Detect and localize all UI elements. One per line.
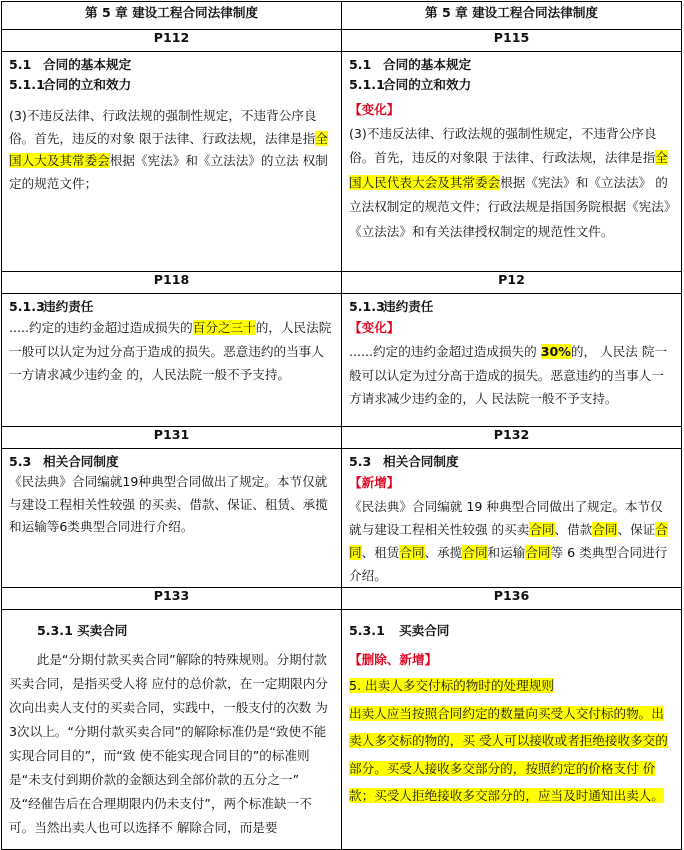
content-right (342, 449, 682, 588)
change-tag: 【新增】 (349, 475, 400, 490)
page-left: P133 (2, 588, 342, 610)
comparison-table (1, 1, 682, 850)
content-row (2, 294, 682, 427)
paragraph: 《民法典》合同编就 19 种典型合同做出了规定。本节仅就与建设工程相关性较强 的买卖合同、借款合同、保证合同、租赁合同、承揽合同和运输合同等 6 类典型合同进行介绍。 (349, 499, 668, 583)
page-right: P136 (342, 588, 682, 610)
header-row (2, 2, 682, 30)
page-row (2, 30, 682, 52)
highlight: 合同 (525, 545, 551, 560)
highlight: 合同 (462, 545, 488, 560)
paragraph: (3)不违反法律、行政法规的强制性规定，不违背公序良俗。首先，违反的对象限 于法律、行政法规，法律是指全国人民代表大会及其常委会根据《宪法》和《立法法》 的立法权制定的规范文件；行政法规是指国务院根据《宪法》《立法法》和有关法律授权制定的规范性文件。 (349, 126, 671, 239)
page-left: P118 (2, 272, 342, 294)
content-row (2, 449, 682, 588)
highlight: 出卖人应当按照合同约定的数量向买受人交付标的物。出卖人多交标的物的，买 受人可以接收或者拒绝接收多交的部分。买受人接收多交部分的，按照约定的价格支付 价款；买受人拒绝接收多交部分的，应当及时通知出卖人。 (349, 705, 668, 803)
highlight: 30% (540, 344, 571, 359)
header-right: 第 5 章 建设工程合同法律制度 (342, 2, 682, 30)
paragraph: .....约定的违约金超过造成损失的百分之三十的，人民法院一般可以认定为过分高于造成的损失。恶意违约的当事人一方请求减少违约金 的，人民法院一般不予支持。 (9, 320, 332, 382)
page-row (2, 427, 682, 449)
content-right (342, 294, 682, 427)
content-right (342, 52, 682, 272)
content-left (2, 52, 342, 272)
page-right: P132 (342, 427, 682, 449)
change-tag: 【变化】 (349, 320, 400, 335)
paragraph: (3)不违反法律、行政法规的强制性规定，不违背公序良俗。首先，违反的对象 限于法律、行政法规，法律是指全国人大及其常委会根据《宪法》和《立法法》的立法 权制定的规范文件； (9, 108, 328, 191)
content-left (2, 294, 342, 427)
subsection-heading: 5.1.1合同的立和效力 (349, 77, 472, 92)
paragraph: 《民法典》合同编就19种典型合同做出了规定。本节仅就与建设工程相关性较强 的买卖、借款、保证、租赁、承揽和运输等6类典型合同进行介绍。 (9, 474, 328, 534)
page-left: P112 (2, 30, 342, 52)
content-left (2, 610, 342, 850)
subsection-heading: 5.3.1 买卖合同 (37, 623, 128, 638)
highlight: 全国人大及其常委会 (9, 130, 328, 168)
highlight: 合同 (529, 522, 555, 537)
subsection-heading: 5.1.3违约责任 (9, 299, 94, 314)
page-row (2, 588, 682, 610)
paragraph: 此是“分期付款买卖合同”解除的特殊规则。分期付款买卖合同，是指买受人将 应付的总价款，在一定期限内分次向出卖人支付的买卖合同，实践中，一般支付的次数 为3次以上。“分期付款买卖合同”的解除标准仍是“致使不能实现合同目的”，而“致 使不能实现合同目的”的标准则是“未支付到期价款的金额达到全部价款的五分之一” 及“经催告后在合理期限内仍未支付”，两个标准缺一不可。当然出卖人也可以选择不 解除合同，而是要 (9, 652, 328, 835)
paragraph (349, 672, 674, 810)
page-right: P12 (342, 272, 682, 294)
highlight: 全国人民代表大会及其常委会 (349, 150, 668, 190)
section-heading: 5.3 相关合同制度 (349, 454, 459, 469)
highlight: 合同 (349, 522, 668, 560)
section-heading: 5.1 合同的基本规定 (349, 57, 472, 72)
subsection-heading: 5.3.1 买卖合同 (349, 623, 450, 638)
highlight: 合同 (592, 522, 618, 537)
highlight-heading: 5. 出卖人多交付标的物时的处理规则 (349, 678, 554, 693)
highlight: 合同 (399, 545, 425, 560)
subsection-heading: 5.1.3违约责任 (349, 299, 434, 314)
page-row (2, 272, 682, 294)
subsection-heading: 5.1.1合同的立和效力 (9, 77, 132, 92)
page-left: P131 (2, 427, 342, 449)
page-right: P115 (342, 30, 682, 52)
section-heading: 5.3 相关合同制度 (9, 454, 119, 469)
paragraph: ......约定的违约金超过造成损失的 30%的， 人民法 院一般可以认定为过分高于造成的损失。恶意违约的当事人一方请求减少违约金的，人 民法院一般不予支持。 (349, 344, 668, 406)
content-left (2, 449, 342, 588)
change-tag: 【删除、新增】 (349, 652, 438, 667)
header-left: 第 5 章 建设工程合同法律制度 (2, 2, 342, 30)
change-tag: 【变化】 (349, 102, 400, 117)
content-row (2, 610, 682, 850)
content-right (342, 610, 682, 850)
content-row (2, 52, 682, 272)
section-heading: 5.1 合同的基本规定 (9, 57, 132, 72)
highlight: 百分之三十 (192, 320, 256, 335)
